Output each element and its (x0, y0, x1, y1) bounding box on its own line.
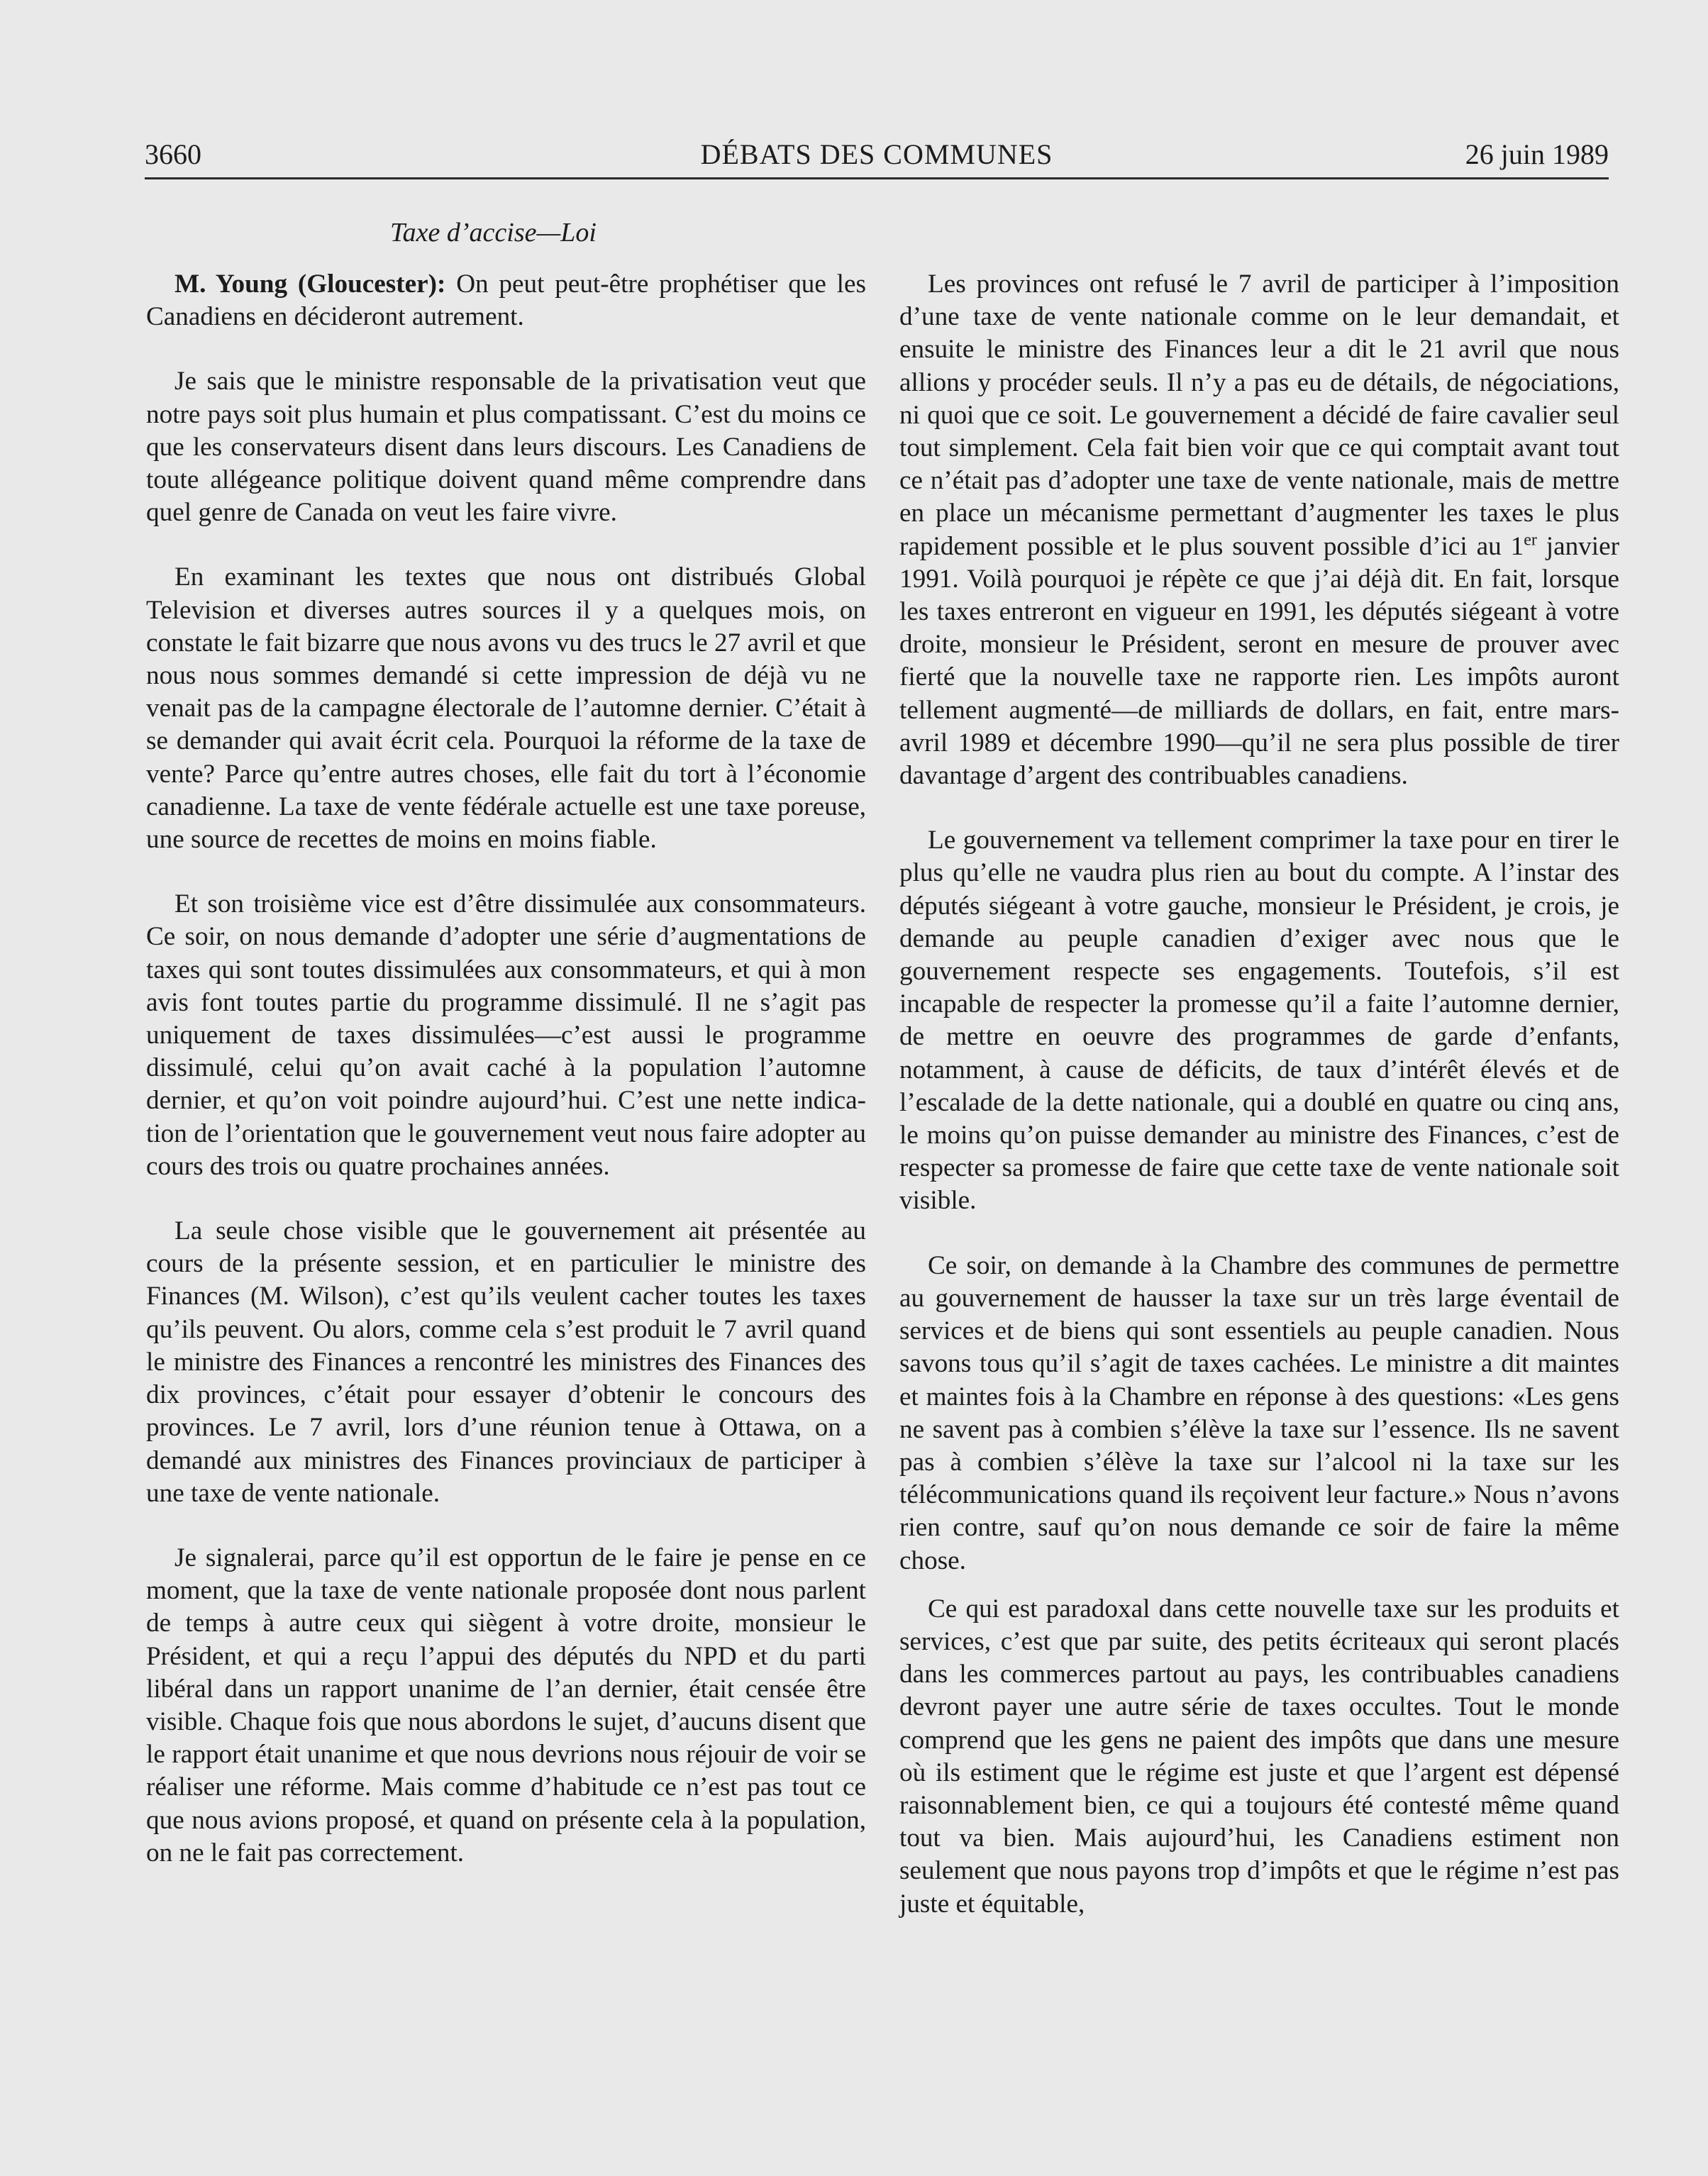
ordinal-superscript: er (1524, 531, 1537, 550)
paragraph: La seule chose visible que le gouvernement ait présentée au cours de la présente session, et en particulier le ministre des Finances (M. Wilson), c’est qu’ils veulent cacher toutes les taxes qu’ils peuvent. Ou alors, comme cela s’est produit le 7 avril quand le ministre des Finances a rencontré les ministres des Finances des dix provinces, c’était pour essayer d’obtenir le concours des provinces. Le 7 avril, lors d’une réunion tenue à Ottawa, on a demandé aux ministres des Finances provinciaux de participer à une taxe de vente nationale. (146, 1216, 866, 1508)
paragraph (146, 268, 866, 333)
journal-title: DÉBATS DES COMMUNES (700, 138, 1053, 170)
header-rule (145, 177, 1609, 179)
page-header (145, 135, 1609, 177)
paragraph: Je sais que le ministre responsable de la privatisation veut que notre pays soit plus humain et plus compatissant. C’est du moins ce que les conservateurs disent dans leurs discours. Les Canadiens de toute allégeance politique doivent quand même comprendre dans quel genre de Canada on veut les faire vivre. (146, 367, 866, 528)
speaker-name: M. Young (Gloucester): (174, 270, 446, 299)
paragraph: Et son troisième vice est d’être dissimulée aux consommateurs. Ce soir, on nous demande d’adopter une série d’augmentations de taxes qui sont toutes dissimulées aux consommateurs, et qui à mon avis font toutes partie du programme dissimulé. Il ne s’agit pas uniquement de taxes dissimulées—c’est aussi le programme dissimulé, celui qu’on avait caché à la population l’automne dernier, et qu’on voit poindre aujourd’hui. C’est une nette indication de l’orientation que le gouvernement veut nous faire adopter au cours des trois ou quatre prochaines années. (146, 889, 866, 1181)
paragraph-text: janvier 1991. Voilà pourquoi je répète ce que j’ai déjà dit. En fait, lorsque les taxes entreront en vigueur en 1991, les députés siégeant à votre droite, monsieur le Président, seront en mesure de prouver avec fierté que la nouvelle taxe ne rapporte rien. Les impôts auront tellement augmenté—de milliards de dollars, en fait, entre mars-avril 1989 et décembre 1990—qu’il ne sera plus possible de tirer davantage d’argent des contribuables canadiens. (899, 531, 1619, 791)
publication-date: 26 juin 1989 (1465, 138, 1609, 170)
paragraph-text: Les provinces ont refusé le 7 avril de participer à l’imposition d’une taxe de vente nationale comme on le leur demandait, et ensuite le ministre des Finances leur a dit le 21 avril que nous allions y procéder seuls. Il n’y a pas eu de détails, de négociations, ni quoi que ce soit. Le gouvernement a décidé de faire cavalier seul tout simplement. Cela fait bien voir que ce qui comptait avant tout ce n’était pas d’adopter une taxe de vente nationale, mais de mettre en place un mécanisme permettant d’augmenter les taxes le plus rapidement possible et le plus souvent possible d’ici au 1 (899, 270, 1619, 561)
left-column (146, 268, 866, 1902)
paragraph-text: On peut peut-être prophétiser que les Canadiens en décideront autrement. (146, 270, 866, 332)
paragraph: Ce soir, on demande à la Chambre des communes de permettre au gouvernement de hausser la taxe sur un très large éventail de services et de biens qui sont essentiels au peuple canadien. Nous savons tous qu’il s’agit de taxes cachées. Le ministre a dit maintes et maintes fois à la Chambre en réponse à des questions: «Les gens ne savent pas à combien s’élève la taxe sur l’essence. Ils ne savent pas à combien s’élève la taxe sur l’alcool ni la taxe sur les télécommunications quand ils reçoivent leur facture.» Nous n’avons rien contre, sauf qu’on nous demande ce soir de faire la même chose. (899, 1250, 1619, 1575)
right-column (899, 268, 1619, 1953)
paragraph: Le gouvernement va tellement comprimer la taxe pour en tirer le plus qu’elle ne vaudra plus rien au bout du compte. A l’instar des députés siégeant à votre gauche, monsieur le Président, je crois, je demande au peuple canadien d’exiger avec nous que le gouvernement respecte ses engagements. Toutefois, s’il est incapable de respecter la promesse qu’il a faite l’automne dernier, de mettre en oeuvre des programmes de garde d’enfants, notamment, à cause de déficits, de taux d’intérêt élevés et de l’escalade de la dette nationale, qui a doublé en quatre ou cinq ans, le moins qu’on puisse demander au ministre des Finances, c’est de respecter sa promesse de faire que cette taxe de vente nationale soit visible. (899, 826, 1619, 1216)
paragraph: Je signalerai, parce qu’il est opportun de le faire je pense en ce moment, que la taxe de vente nationale proposée dont nous parlent de temps à autre ceux qui siègent à votre droite, monsieur le Président, et qui a reçu l’appui des députés du NPD et du parti libéral dans un rapport unanime de l’an dernier, était censée être visible. Chaque fois que nous abordons le sujet, d’aucuns disent que le rapport était unanime et que nous devrions nous réjouir de voir se réaliser une réforme. Mais comme d’habitude ce n’est pas tout ce que nous avions proposé, et quand on présente cela à la population, on ne le fait pas correctement. (146, 1543, 866, 1867)
paragraph: Ce qui est paradoxal dans cette nouvelle taxe sur les produits et services, c’est que par suite, des petits écriteaux qui seront placés dans les commerces partout au pays, les contribuables canadiens devront payer une autre série de taxes occultes. Tout le monde comprend que les gens ne paient des impôts que dans une mesure où ils estiment que le régime est juste et que l’argent est dépensé raisonnablement bien, ce qui a toujours été contesté même quand tout va bien. Mais aujourd’hui, les Canadiens estiment non seulement que nous payons trop d’impôts et que le régime n’est pas juste et équitable, (899, 1594, 1619, 1919)
section-title: Taxe d’accise—Loi (390, 218, 597, 248)
paragraph (899, 268, 1619, 792)
paragraph: En examinant les textes que nous ont distribués Global Television et diverses autres sources il y a quelques mois, on constate le fait bizarre que nous avons vu des trucs le 27 avril et que nous nous sommes demandé si cette impression de déjà vu ne venait pas de la campagne électorale de l’automne dernier. C’était à se demander qui avait écrit cela. Pourquoi la réforme de la taxe de vente? Parce qu’entre autres choses, elle fait du tort à l’économie canadienne. La taxe de vente fédérale actuelle est une taxe poreuse, une source de recettes de moins en moins fiable. (146, 562, 866, 855)
page-number: 3660 (145, 138, 201, 170)
